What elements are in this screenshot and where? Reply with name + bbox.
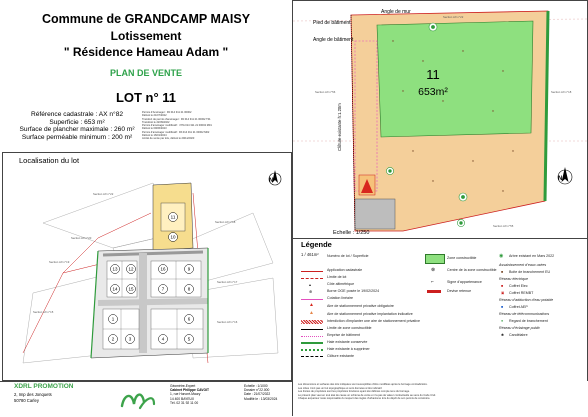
pied-de-batiment-label: Pied de bâtiment (313, 20, 351, 26)
lot-marker-3 (126, 335, 135, 344)
legend-label: Limite de lot (327, 275, 347, 279)
date-modif: Modifié le : 13/03/2024 (244, 396, 278, 401)
lot-marker-16 (159, 265, 168, 274)
legend-label: Numéro de lot / Superficie (327, 254, 369, 258)
section-top-label: Section AX n°22 (443, 15, 464, 19)
company-name: XDRL PROMOTION (14, 383, 74, 390)
legend-symbol-line (301, 271, 323, 272)
parking-icon (359, 175, 375, 195)
legend-symbol-line (301, 299, 323, 300)
legend-label: Interdiction d'implanter une aire de stationnement privative (327, 319, 420, 323)
lot-label: 1 (111, 316, 115, 322)
legend-row (299, 340, 425, 347)
lot-label: 4 (161, 336, 165, 342)
lot-marker-2 (109, 335, 118, 344)
legend-label: Haie existante à supprimer (327, 347, 370, 351)
lot-marker-6 (185, 315, 194, 324)
legend-label: Réseau d'adduction d'eau potable (499, 298, 554, 302)
section-bottom-label: Section AX n°55 (493, 224, 514, 228)
legend-symbol-line (301, 342, 323, 344)
section-label: Section AX n°15 (33, 310, 54, 314)
legend-row (425, 267, 497, 279)
permit-note: Permis d'Aménager : PA 014 311 21 00002 (142, 111, 192, 114)
legend-label: Devise retenue (447, 289, 472, 293)
plan-scale: Echelle : 1/250 (333, 230, 370, 236)
commune-title: Commune de GRANDCAMP MAISY (41, 12, 251, 26)
legend-col-2 (425, 253, 497, 297)
legend (292, 239, 588, 381)
lot-marker-14 (111, 285, 120, 294)
coffret-elec-icon: ■ (501, 284, 504, 288)
permit-note: Délivré le 16/01/2024 (142, 134, 167, 138)
dossier-info (244, 384, 290, 401)
legend-row (499, 277, 587, 284)
footer-notes (298, 383, 584, 401)
geometre-line: Tél. 02 31 92 11 00 (170, 400, 199, 405)
lot-label: 13 (112, 266, 118, 272)
footer-note: Les dimensions et surfaces des lots indiquées sont susceptibles d'être modifiées après le bornage contradictoire. (298, 383, 428, 386)
geometre-line: 1, rue Honoré-Maury (170, 392, 201, 397)
lot-label: 3 (128, 336, 132, 342)
geometre-name: Cabinet Philippe CAVOIT (170, 388, 209, 393)
lot-label: 6 (187, 316, 191, 322)
legend-label: Réseau d'éclairage public (499, 326, 541, 330)
legend-symbol-line (301, 329, 323, 330)
lot-label: 11 (170, 214, 176, 220)
permit-note: Transfert de permis d'aménager : PA 014 311 21 00002 T01 (142, 117, 211, 121)
legend-label: Signe d'appartenance (447, 280, 482, 284)
center-icon: ⊗ (431, 267, 436, 273)
lot-label: 12 (128, 266, 134, 272)
lot-label: 9 (187, 266, 191, 272)
lot-label: 7 (161, 286, 165, 292)
legend-row (299, 326, 425, 333)
permit-note: Arrêté de vente par lots, délivré le 29/11/2023 (142, 137, 195, 141)
residence-title: " Résidence Hameau Adam " (63, 45, 229, 59)
lot-label: 15 (128, 286, 134, 292)
surface-plancher: Surface de plancher maximale : 260 m² (19, 126, 135, 134)
lot-marker-4 (159, 335, 168, 344)
lot-label: 10 (170, 234, 176, 240)
lot-label: 16 (160, 266, 166, 272)
zone-swatch (425, 254, 445, 264)
legend-row (299, 275, 425, 282)
legend-row (299, 319, 425, 326)
legend-title: Légende (301, 240, 332, 249)
legend-row (299, 268, 425, 275)
legend-row (499, 326, 587, 333)
legend-row (499, 284, 587, 291)
surface-permeable: Surface perméable minimum : 200 m² (21, 133, 133, 141)
legend-row (499, 263, 587, 270)
permit-note: Délivré le 09/06/2023 (142, 127, 167, 131)
legend-row (299, 311, 425, 319)
lot-number-title: LOT n° 11 (115, 90, 177, 105)
legend-label: Réseau électrique (499, 277, 528, 281)
legend-row (299, 347, 425, 354)
legend-row (499, 298, 587, 305)
legend-label: Limite de zone constructible (327, 326, 372, 330)
legend-row (299, 333, 425, 340)
permit-notes (142, 111, 292, 141)
plan-panel (292, 0, 588, 239)
lot-marker-15 (127, 285, 136, 294)
plan-north-arrow-icon (558, 167, 572, 184)
lot-label: 8 (187, 286, 191, 292)
legend-row (499, 270, 587, 277)
legend-label: Réseau de télécommunications (499, 312, 550, 316)
legend-row (499, 253, 587, 263)
legend-label: Borne OGE posée le 19/02/2024 (327, 289, 380, 293)
legend-label: Application cadastrale (327, 268, 363, 272)
geometre-title: Géomètre-Expert (170, 384, 196, 388)
coffret-aep-icon: ■ (501, 305, 504, 309)
legend-row (299, 282, 425, 289)
appartenance-icon: ⌐ (431, 279, 434, 285)
neighbour-building (355, 199, 395, 229)
lot-marker-10 (169, 233, 178, 242)
plan-lot-number: 11 (426, 67, 440, 82)
coffret-rembt-icon: ▣ (501, 291, 505, 295)
footer-note: Les côtes n'ont pas un but topographique et sont données à titre indicatif. (298, 386, 383, 390)
legend-col-3 (499, 253, 587, 340)
tree-icon: ◉ (499, 253, 504, 259)
devise-icon (427, 290, 441, 293)
parking-indicative-icon: ▲ (309, 310, 314, 316)
geometre-line: 14 400 BAYEUX (170, 396, 195, 401)
parking-triangle-icon: ▲ (309, 302, 314, 308)
locator-panel (2, 152, 292, 381)
legend-label: Clôture existante (327, 354, 354, 358)
legend-label: Aire de stationnement privative implantation indicative (327, 312, 413, 316)
section-label: Section AX n°20 (71, 236, 92, 240)
cloture-label: Clôture existante h:1.20m (337, 103, 342, 151)
section-label: Section AX n°16 (217, 320, 238, 324)
lot-marker-12 (127, 265, 136, 274)
lot-marker-5 (185, 335, 194, 344)
lot-marker-11 (169, 213, 178, 222)
legend-symbol-line (301, 356, 323, 357)
legend-row (499, 305, 587, 312)
footer-left (0, 381, 292, 417)
legend-row (299, 296, 425, 303)
legend-row (499, 333, 587, 340)
permit-note: Permis d'aménager modificatif : PA 014 311 21 00002 M02 (142, 130, 210, 134)
plan-lot-area: 653m² (418, 86, 448, 98)
lot-marker-9 (185, 265, 194, 274)
section-left-label: Section AX n°56 (315, 90, 336, 94)
legend-row (425, 288, 497, 297)
triangle-icon: ▴ (309, 282, 312, 287)
legend-label: Coffret REMBT (509, 291, 534, 295)
legend-label: Cotation linéaire (327, 296, 353, 300)
legend-label: Centre de la zone constructible (447, 268, 497, 272)
legend-label: Candélabre (509, 333, 528, 337)
angle-de-batiment-label: Angle de bâtiment (313, 37, 354, 43)
legend-symbol: 1 / 461m² (301, 252, 319, 257)
date-creation: Date : 21/07/2022 (244, 392, 271, 397)
lot-marker-13 (111, 265, 120, 274)
section-label: Section AX n°19 (49, 260, 70, 264)
legend-label: Regard de branchement (509, 319, 548, 323)
legend-row (499, 291, 587, 298)
plan-north-label: N (558, 176, 563, 182)
constructible-zone (377, 21, 533, 137)
permit-note: Délivré le 21/07/2022 (142, 114, 167, 118)
legend-row (425, 279, 497, 288)
legend-col-1 (299, 251, 425, 361)
north-arrow-icon (269, 170, 281, 185)
section-label: Section AX n°17 (217, 280, 238, 284)
legend-label: Coffret Elec (509, 284, 528, 288)
legend-label: Haie existante conservée (327, 340, 368, 344)
geometre-logo (118, 384, 158, 414)
locator-title: Localisation du lot (19, 156, 80, 165)
company-address-2: 50780 Carley (14, 398, 39, 403)
lot-label: 14 (112, 286, 118, 292)
company-address-1: 2, Imp des Jonquets (14, 392, 52, 397)
legend-label: Assainissement d'eaux usées (499, 263, 547, 267)
scale-box: Echelle : 1/1000 (244, 384, 268, 388)
section-label: Section AX n°18 (215, 220, 236, 224)
legend-label: Zone constructible (447, 256, 477, 260)
lot-marker-8 (185, 285, 194, 294)
permit-note: Transféré le 22/09/2022 (142, 120, 170, 124)
geometre-info (170, 384, 240, 405)
permit-note: Permis d'aménager modificatif : n°PA 014 311 21 00002 M01 (142, 124, 212, 128)
legend-label: Arbre existant en Mars 2022 (509, 254, 555, 258)
section-right-label: Section AX n°18 (551, 90, 572, 94)
regard-icon: ● (501, 319, 504, 323)
lot-info (12, 111, 142, 141)
legend-row (299, 303, 425, 311)
lot-marker-1 (109, 315, 118, 324)
boite-eu-icon: ■ (501, 270, 504, 274)
angle-de-mur-label: Angle de mur (381, 9, 411, 15)
page-divider (292, 0, 293, 416)
borne-icon: ⊕ (309, 289, 313, 294)
cadastral-reference: Référence cadastrale : AX n°82 (30, 111, 124, 118)
plan-de-vente-label: PLAN DE VENTE (109, 68, 182, 78)
legend-label: Emprise de bâtiment (327, 333, 360, 337)
superficie: Superficie : 653 m² (49, 118, 105, 126)
legend-label: Côte altimétrique (327, 282, 355, 286)
legend-row (299, 251, 425, 268)
legend-symbol-line (301, 336, 323, 337)
legend-row (299, 354, 425, 361)
footer-note: Chaque acquéreur reste responsable du respect des règles d'urbanisme lors du dépôt de son permis de construire. (298, 397, 431, 401)
candelabre-icon: ✱ (501, 333, 505, 337)
dossier-number: Dossier n°22.000 (244, 388, 270, 393)
lot-label: 5 (187, 336, 191, 342)
lot-label: 2 (111, 336, 115, 342)
north-label: N (269, 178, 274, 184)
lot-marker-7 (159, 285, 168, 294)
hatch-icon (301, 320, 323, 324)
legend-label: Boite de branchement EU (509, 270, 551, 274)
footer-note: Les limites de propriétés sont les propriétés foncières ayant été définies compte tenu du bornage. (298, 390, 410, 394)
legend-row (299, 289, 425, 296)
legend-symbol-line (301, 278, 323, 279)
footer-note: Le présent plan vaut en tout état de cause un schéma de vente et n'a pas de valeur contractuelle au sens du Code Civil. (298, 393, 436, 397)
legend-row (499, 312, 587, 319)
legend-row (499, 319, 587, 326)
section-label: Section AX n°22 (93, 192, 114, 196)
locator-map (3, 153, 291, 380)
legend-label: Aire de stationnement privative obligatoire (327, 304, 394, 308)
legend-symbol-line (301, 349, 323, 351)
legend-row (425, 253, 497, 267)
legend-label: Coffret AEP (509, 305, 528, 309)
lotissement-title: Lotissement (110, 29, 182, 43)
lot-plan (293, 1, 587, 238)
